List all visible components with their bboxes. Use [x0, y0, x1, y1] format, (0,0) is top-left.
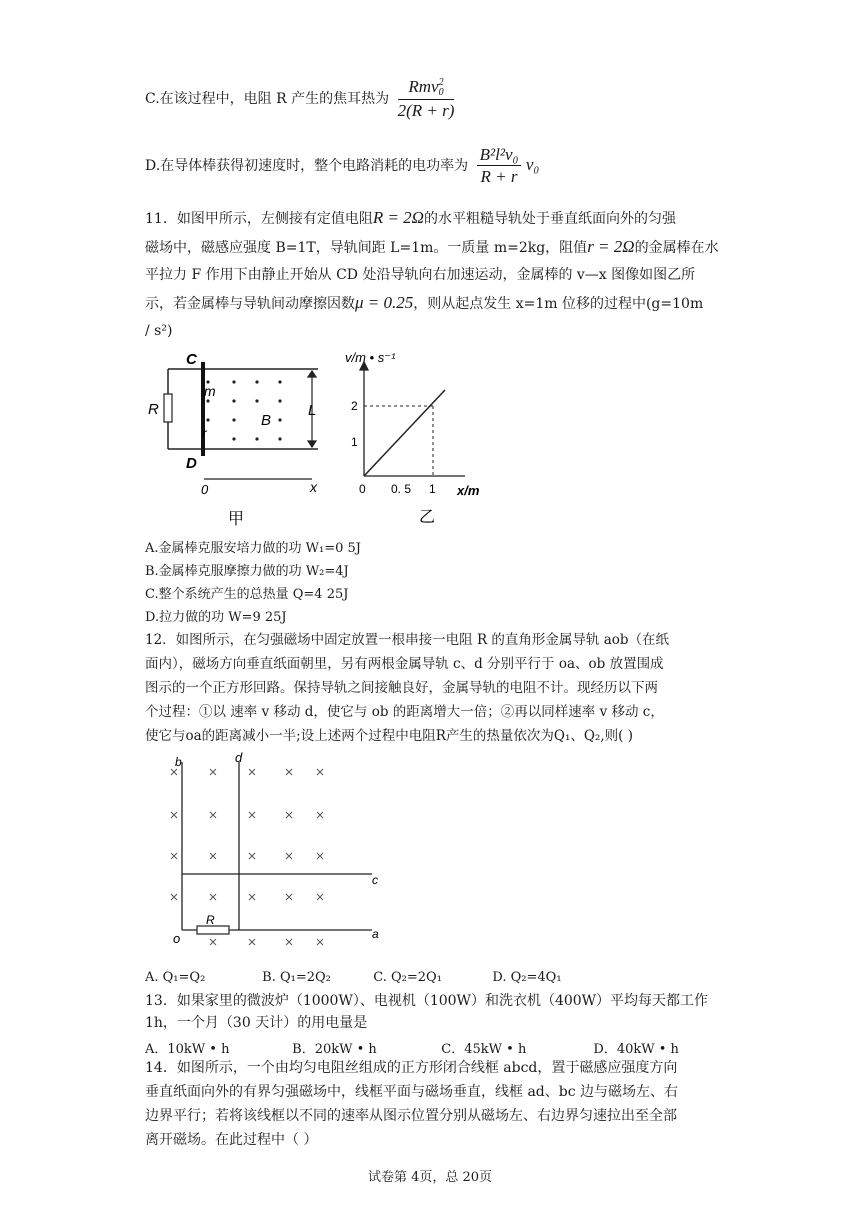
figure-b-caption: 乙 [419, 509, 436, 526]
q14-line-4: 离开磁场。在此过程中（ ） [145, 1132, 318, 1148]
resistor-r [197, 926, 229, 934]
q12-option-d: D. Q₂=4Q₁ [492, 970, 562, 985]
figure-a-caption: 甲 [228, 511, 245, 528]
q11-line-2: 磁场中，磁感应强度 B=1T，导轨间距 L=1m。一质量 m=2kg，阻值r = 2Ω的金属棒在水 [145, 237, 719, 256]
label-b: B [261, 412, 272, 429]
q11-option-b: B.金属棒克服摩擦力做的功 W₂=4J [145, 564, 349, 579]
tick-x-0-5: 0. 5 [391, 482, 412, 496]
q13-options [145, 1038, 679, 1057]
x-axis-label: x/m [457, 483, 480, 498]
q14-line-3: 边界平行；若将该线框以不同的速率从图示位置分别从磁场左、右边界匀速拉出至全部 [145, 1108, 677, 1124]
q14-line-1: 14．如图所示，一个由均匀电阻丝组成的正方形闭合线框 abcd，置于磁感应强度方向 [145, 1060, 678, 1076]
q12-line-5: 使它与oa的距离减小一半;设上述两个过程中电阻R产生的热量依次为Q₁、Q₂,则( ) [145, 728, 633, 744]
q10-option-c-denominator: 2(R + r) [397, 101, 455, 121]
label-origin: 0 [201, 482, 209, 497]
q11-option-d: D.拉力做的功 W=9 25J [145, 610, 287, 625]
q12-line-2: 面内），磁场方向垂直纸面朝里，另有两根金属导轨 c、d 分别平行于 oa、ob 放置围成 [145, 656, 664, 672]
q12-option-b: B. Q₁=2Q₂ [262, 970, 331, 985]
q11-stem [145, 204, 725, 345]
q11-line-5: / s²) [145, 323, 173, 339]
q10-option-c-text: C.在该过程中，电阻 R 产生的焦耳热为 [145, 91, 390, 108]
q13-option-c: C．45kW • h [441, 1042, 527, 1057]
q13-line-1: 13．如果家里的微波炉（1000W）、电视机（100W）和洗衣机（400W）平均每天都工作 [145, 993, 709, 1009]
label-l: L [308, 402, 317, 419]
label-d: D [186, 455, 197, 472]
label-a: a [372, 927, 379, 941]
resistor-r [164, 394, 172, 422]
q13-option-d: D．40kW • h [593, 1042, 679, 1057]
q10-option-d-text: D.在导体棒获得初速度时，整个电路消耗的电功率为 [145, 158, 469, 174]
tick-y-1: 1 [351, 435, 358, 449]
q13-option-b: B．20kW • h [292, 1042, 377, 1057]
q11-figure-b [345, 348, 515, 528]
label-r-rod: r [202, 425, 207, 441]
q12-options [145, 970, 562, 985]
q14-line-2: 垂直纸面向外的有界匀强磁场中，线框平面与磁场垂直，线框 ad、bc 边与磁场左、右 [145, 1084, 679, 1100]
label-d: d [235, 752, 243, 765]
q12-figure [162, 752, 392, 952]
q11-line-1: 11．如图甲所示，左侧接有定值电阻R = 2Ω的水平粗糙导轨处于垂直纸面向外的匀强 [145, 208, 676, 227]
label-b: b [175, 755, 182, 769]
label-c: C [186, 351, 197, 368]
page-footer: 试卷第 4页，总 20页 [367, 1170, 493, 1185]
magnetic-field-dots [206, 380, 281, 440]
q13-stem [145, 990, 725, 1034]
q12-stem [145, 628, 725, 748]
q12-line-1: 12．如图所示，在匀强磁场中固定放置一根串接一电阻 R 的直角形金属导轨 aob（在纸 [145, 632, 670, 648]
q12-line-4: 个过程：①以 速率 v 移动 d，使它与 ob 的距离增大一倍；②再以同样速率 v 移动 c， [145, 704, 664, 720]
q10-option-c-fraction [398, 78, 455, 120]
q11-line-4: 示，若金属棒与导轨间动摩擦因数μ = 0.25，则从起点发生 x=1m 位移的过程中(g=10m [145, 293, 704, 312]
magnetic-field-crosses [171, 769, 323, 945]
q11-option-c: C.整个系统产生的总热量 Q=4 25J [145, 587, 349, 602]
q10-option-d-suffix: v₀ [525, 155, 540, 174]
tick-x-1: 1 [429, 482, 436, 496]
v-axis-label: v/m • s⁻¹ [345, 350, 396, 365]
tick-y-2: 2 [351, 399, 358, 413]
label-r: R [206, 913, 215, 927]
label-x: x [310, 479, 317, 495]
q10-option-d-numerator: B²l²v₀ [477, 146, 522, 166]
label-c: c [372, 873, 378, 887]
q13-option-a: A．10kW • h [145, 1042, 230, 1057]
q10-option-c-sup: 2 [438, 77, 444, 89]
label-r-resistor: R [148, 401, 159, 418]
q11-figure-a [140, 350, 340, 530]
q14-stem [145, 1056, 725, 1152]
q12-option-a: A. Q₁=Q₂ [145, 970, 206, 985]
q13-line-2: 1h，一个月（30 天计）的用电量是 [145, 1015, 368, 1031]
label-m: m [204, 383, 216, 399]
label-o: o [173, 931, 181, 946]
q10-option-c [145, 78, 454, 120]
q12-line-3: 图示的一个正方形回路。保持导轨之间接触良好，金属导轨的电阻不计。现经历以下两 [145, 680, 658, 696]
q10-option-c-sub: 0 [438, 87, 444, 99]
q10-option-c-numerator: Rmv [408, 77, 439, 96]
q10-option-d [145, 146, 539, 186]
q10-option-d-denominator: R + r [480, 167, 518, 186]
q11-option-a: A.金属棒克服安培力做的功 W₁=0 5J [145, 541, 362, 556]
tick-x-0: 0 [359, 482, 366, 496]
q11-line-3: 平拉力 F 作用下由静止开始从 CD 处沿导轨向右加速运动，金属棒的 v—x 图像如图乙所 [145, 267, 696, 283]
q12-option-c: C. Q₂=2Q₁ [373, 970, 442, 985]
q10-option-d-fraction [477, 146, 522, 186]
